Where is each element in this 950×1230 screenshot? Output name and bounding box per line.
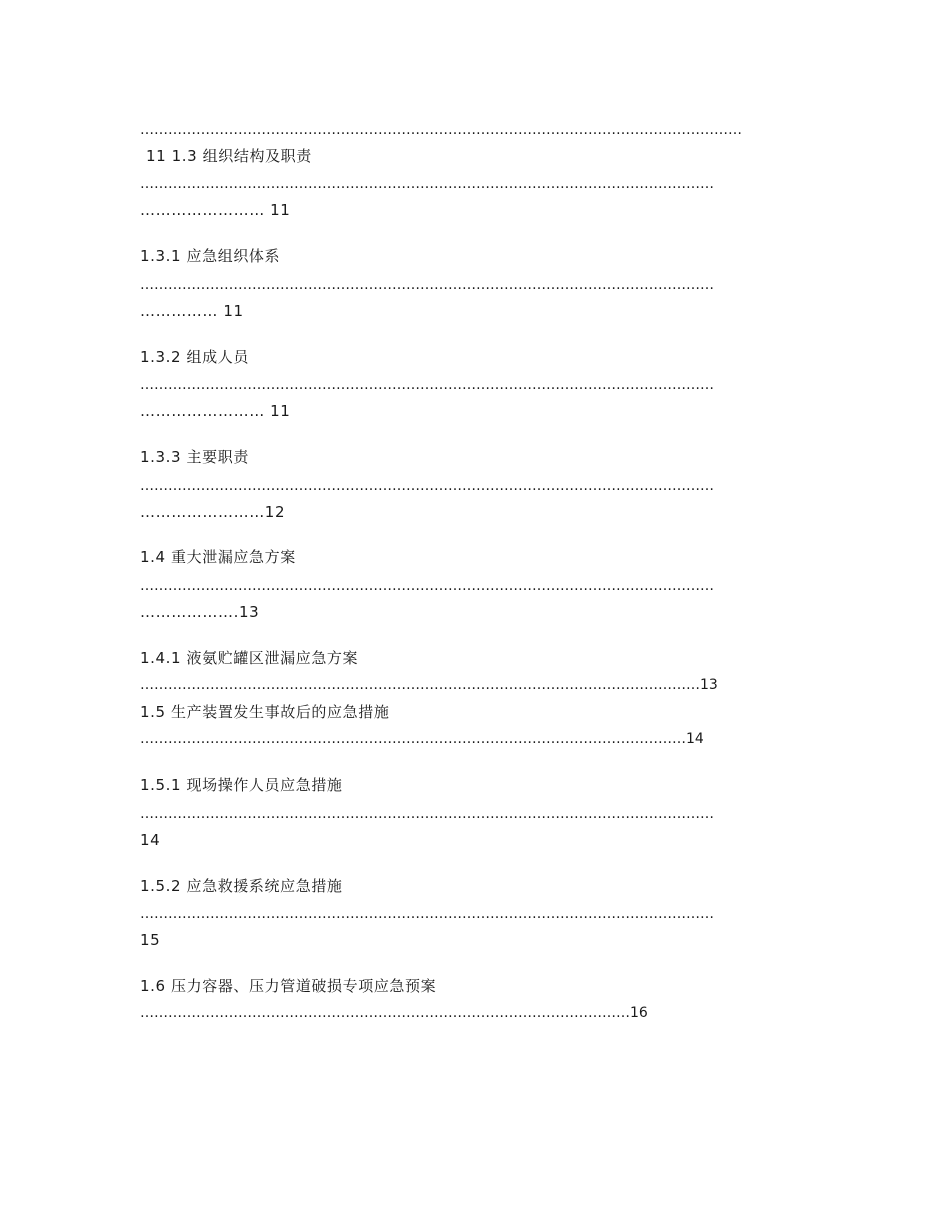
toc-entry-1-5[interactable]: 1.5 生产装置发生事故后的应急措施: [140, 703, 390, 721]
toc-dot-leader-with-page: ………………………………………………………………………………………………………14: [140, 731, 704, 747]
toc-dot-leader: ……………………………………………………………………………………………………………: [140, 478, 714, 494]
toc-dot-leader: ……………………………………………………………………………………………………………: [140, 377, 714, 393]
toc-dot-leader-with-page: ……………………………………………………………………………………………16: [140, 1005, 648, 1021]
toc-entry-1-3-3[interactable]: 1.3.3 主要职责: [140, 448, 249, 466]
toc-dot-leader: ……………………………………………………………………………………………………………: [140, 176, 714, 192]
toc-page-number: 14: [140, 831, 161, 849]
toc-entry-1-4-1[interactable]: 1.4.1 液氨贮罐区泄漏应急方案: [140, 649, 359, 667]
toc-dot-leader: ……………………………………………………………………………………………………………: [140, 806, 714, 822]
toc-dot-leader: ……………………………………………………………………………………………………………: [140, 578, 714, 594]
toc-page-number: …………… 11: [140, 302, 244, 320]
toc-entry-1-5-2[interactable]: 1.5.2 应急救援系统应急措施: [140, 877, 343, 895]
toc-dot-leader: ……………………………………………………………………………………………………………: [140, 906, 714, 922]
toc-entry-1-5-1[interactable]: 1.5.1 现场操作人员应急措施: [140, 776, 343, 794]
toc-page-number: 15: [140, 931, 161, 949]
toc-entry-1-4[interactable]: 1.4 重大泄漏应急方案: [140, 548, 296, 566]
toc-entry-1-6[interactable]: 1.6 压力容器、压力管道破损专项应急预案: [140, 977, 437, 995]
toc-entry-1-3-2[interactable]: 1.3.2 组成人员: [140, 348, 249, 366]
toc-page-number: ……………….13: [140, 603, 260, 621]
toc-entry-1-3-1[interactable]: 1.3.1 应急组织体系: [140, 247, 281, 265]
toc-page-number: ……………………12: [140, 503, 286, 521]
toc-dot-leader: …………………………………………………………………………………………………………………: [140, 122, 742, 138]
toc-page-number: …………………… 11: [140, 201, 291, 219]
toc-entry-1-3[interactable]: 11 1.3 组织结构及职责: [146, 147, 312, 165]
toc-page-number: …………………… 11: [140, 402, 291, 420]
toc-dot-leader-with-page: …………………………………………………………………………………………………………13: [140, 677, 718, 693]
toc-dot-leader: ……………………………………………………………………………………………………………: [140, 277, 714, 293]
